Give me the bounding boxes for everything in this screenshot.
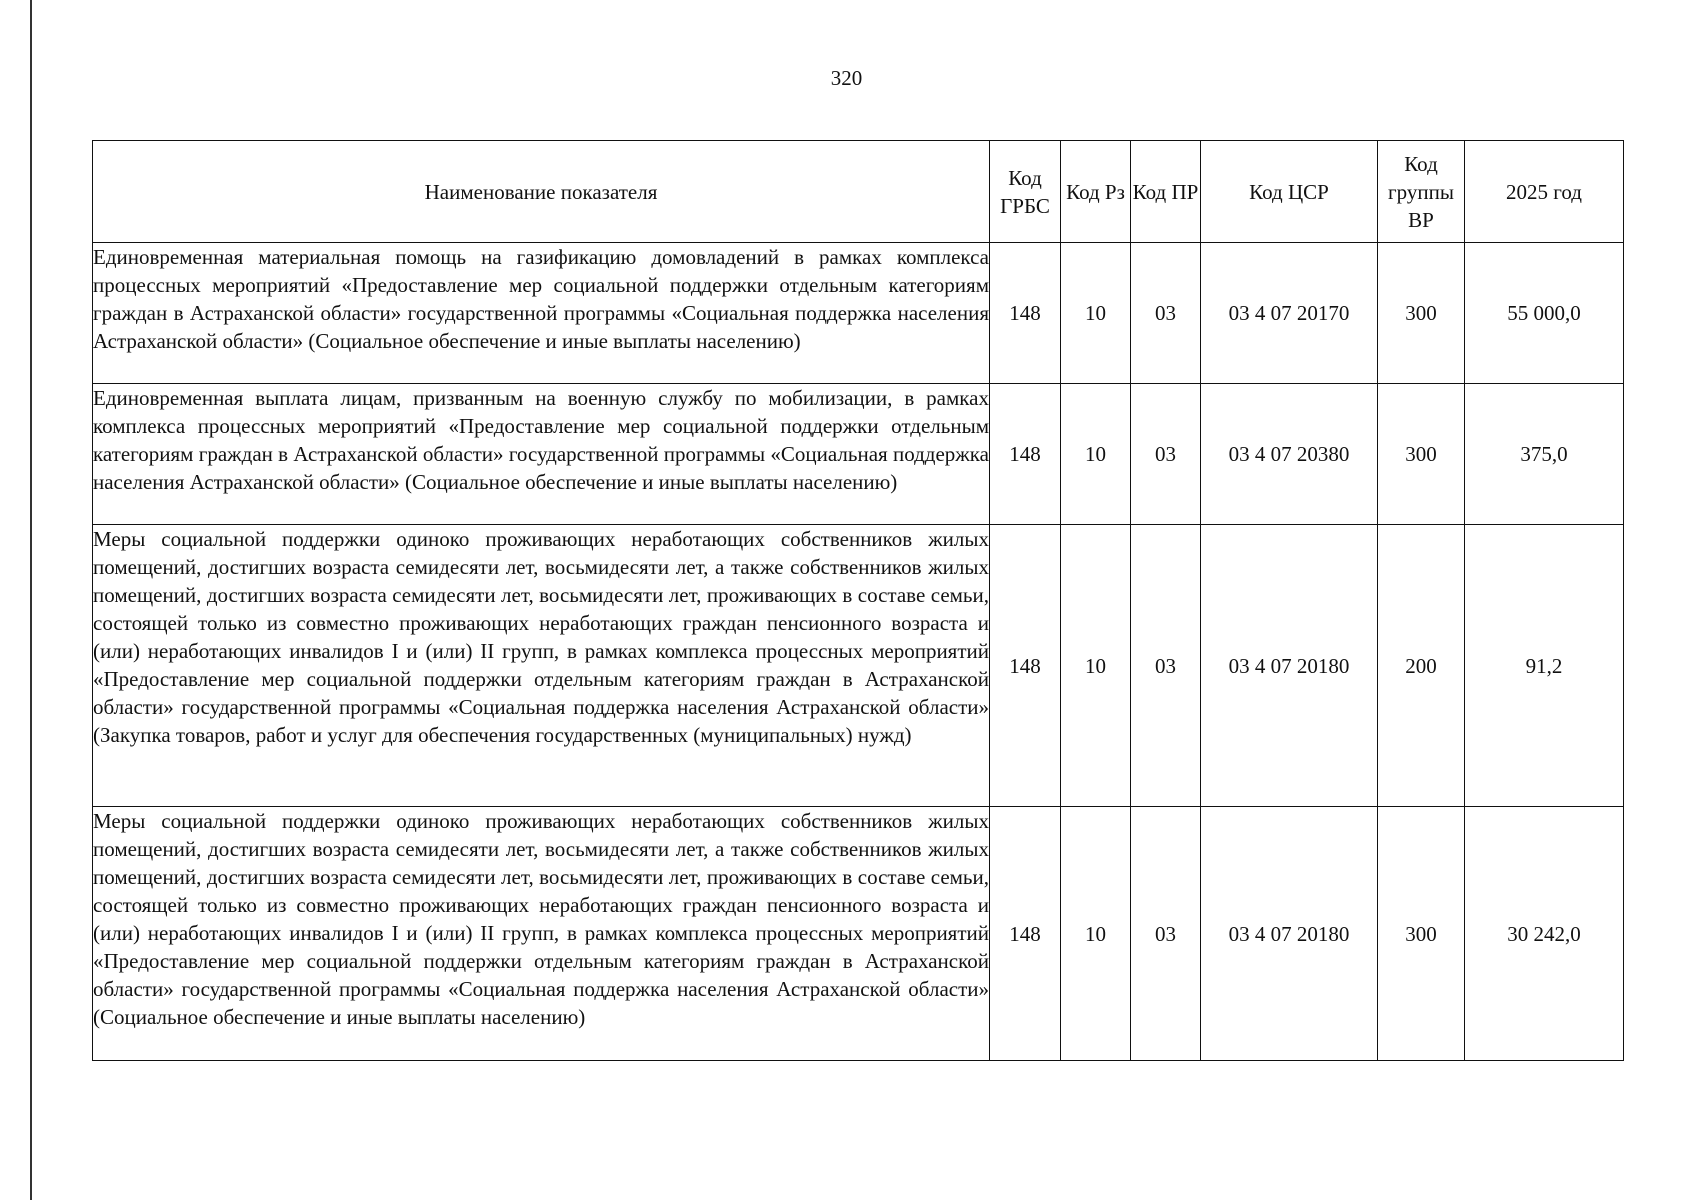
row-amount: 55 000,0 [1465, 243, 1624, 384]
table-row [93, 525, 1624, 807]
row-vr: 300 [1378, 807, 1465, 1061]
row-pr: 03 [1131, 525, 1201, 807]
row-csr: 03 4 07 20180 [1201, 807, 1378, 1061]
table-row [93, 243, 1624, 384]
table-row [93, 384, 1624, 525]
row-vr: 300 [1378, 243, 1465, 384]
row-amount: 375,0 [1465, 384, 1624, 525]
row-name: Единовременная материальная помощь на газификацию домовладений в рамках комплекса процессных мероприятий «Предоставление мер социальной поддержки отдельным категориям граждан в Астраханской области» государственной программы «Социальная поддержка населения Астраханской области» (Социальное обеспечение и иные выплаты населению) [93, 243, 990, 384]
header-rz: Код Рз [1061, 141, 1131, 243]
row-rz: 10 [1061, 243, 1131, 384]
row-rz: 10 [1061, 807, 1131, 1061]
header-grbs: Код ГРБС [990, 141, 1061, 243]
row-name: Меры социальной поддержки одиноко проживающих неработающих собственников жилых помещений, достигших возраста семидесяти лет, восьмидесяти лет, а также собственников жилых помещений, достигших возраста семидесяти лет, восьмидесяти лет, проживающих в составе семьи, состоящей только из совместно проживающих неработающих граждан пенсионного возраста и (или) неработающих инвалидов I и (или) II групп, в рамках комплекса процессных мероприятий «Предоставление мер социальной поддержки отдельным категориям граждан в Астраханской области» государственной программы «Социальная поддержка населения Астраханской области» (Социальное обеспечение и иные выплаты населению) [93, 807, 990, 1061]
row-rz: 10 [1061, 525, 1131, 807]
row-vr: 300 [1378, 384, 1465, 525]
header-csr: Код ЦСР [1201, 141, 1378, 243]
row-csr: 03 4 07 20380 [1201, 384, 1378, 525]
row-name: Меры социальной поддержки одиноко проживающих неработающих собственников жилых помещений, достигших возраста семидесяти лет, восьмидесяти лет, а также собственников жилых помещений, достигших возраста семидесяти лет, восьмидесяти лет, проживающих в составе семьи, состоящей только из совместно проживающих неработающих граждан пенсионного возраста и (или) неработающих инвалидов I и (или) II групп, в рамках комплекса процессных мероприятий «Предоставление мер социальной поддержки отдельным категориям граждан в Астраханской области» государственной программы «Социальная поддержка населения Астраханской области» (Закупка товаров, работ и услуг для обеспечения государственных (муниципальных) нужд) [93, 525, 990, 807]
table-row [93, 807, 1624, 1061]
page-number: 320 [830, 66, 863, 90]
header-pr: Код ПР [1131, 141, 1201, 243]
row-vr: 200 [1378, 525, 1465, 807]
header-vr: Код группы ВР [1378, 141, 1465, 243]
row-csr: 03 4 07 20180 [1201, 525, 1378, 807]
row-csr: 03 4 07 20170 [1201, 243, 1378, 384]
budget-table [92, 140, 1624, 1061]
header-year: 2025 год [1465, 141, 1624, 243]
row-pr: 03 [1131, 807, 1201, 1061]
table-header-row [93, 141, 1624, 243]
header-name: Наименование показателя [93, 141, 990, 243]
row-grbs: 148 [990, 384, 1061, 525]
row-grbs: 148 [990, 525, 1061, 807]
row-pr: 03 [1131, 243, 1201, 384]
scan-edge-line [30, 0, 32, 1200]
row-amount: 30 242,0 [1465, 807, 1624, 1061]
row-amount: 91,2 [1465, 525, 1624, 807]
row-pr: 03 [1131, 384, 1201, 525]
row-grbs: 148 [990, 243, 1061, 384]
row-name: Единовременная выплата лицам, призванным на военную службу по мобилизации, в рамках комплекса процессных мероприятий «Предоставление мер социальной поддержки отдельным категориям граждан в Астраханской области» государственной программы «Социальная поддержка населения Астраханской области» (Социальное обеспечение и иные выплаты населению) [93, 384, 990, 525]
row-grbs: 148 [990, 807, 1061, 1061]
row-rz: 10 [1061, 384, 1131, 525]
